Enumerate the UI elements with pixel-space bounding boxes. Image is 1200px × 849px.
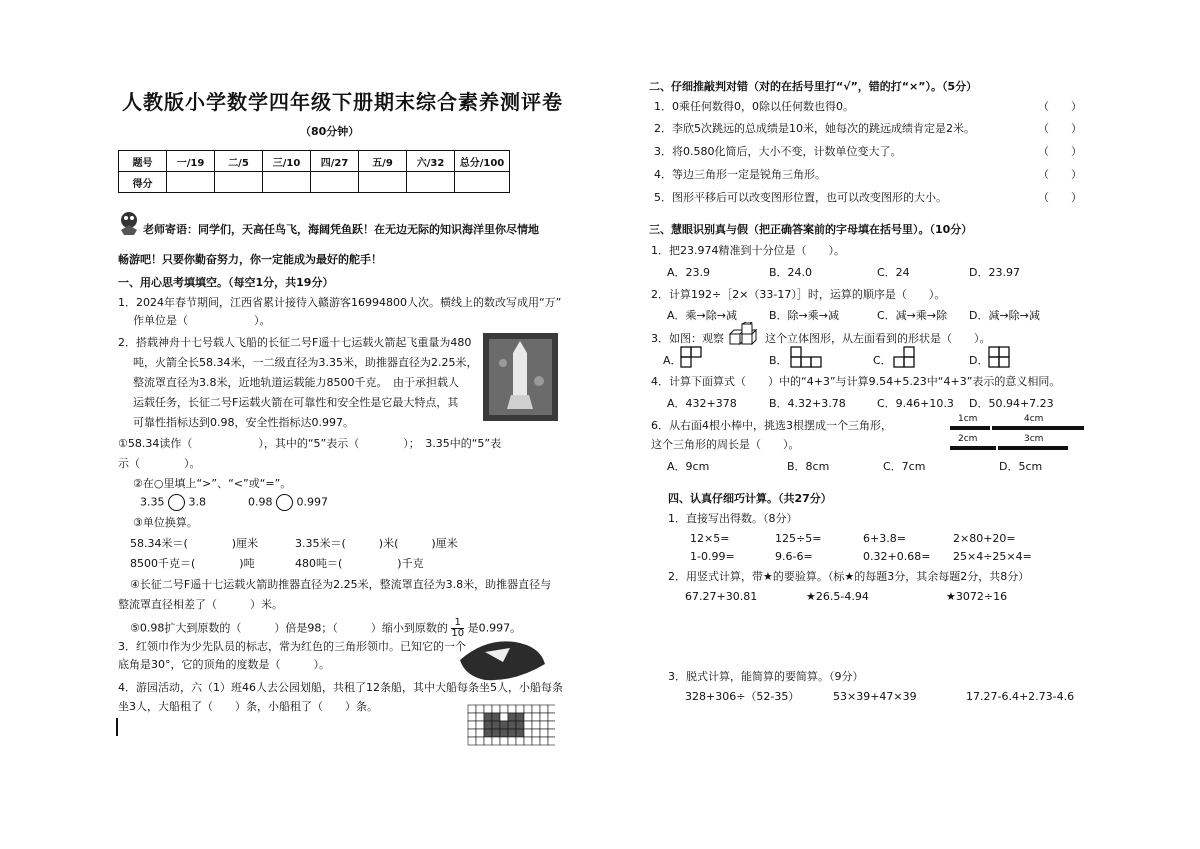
grid-cell	[492, 721, 500, 729]
score-header-row	[119, 151, 510, 172]
section3-heading: 三、慧眼识别真与假（把正确答案前的字母填在括号里）。（10分）	[649, 223, 973, 236]
expression-item: 328+306÷（52-35）	[685, 690, 800, 703]
conversion-3: 8500千克＝( )吨	[130, 557, 255, 570]
conversion-4: 480吨＝( )千克	[295, 557, 424, 570]
answer-paren[interactable]: （ ）	[1038, 100, 1082, 113]
score-value-row	[119, 172, 510, 193]
grid-cell	[532, 705, 540, 713]
teacher-message-line1: 老师寄语：同学们，天高任鸟飞，海阔凭鱼跃！在无边无际的知识海洋里你尽情地	[143, 223, 539, 236]
section1-heading: 一、用心思考填填空。（每空1分，共19分）	[118, 276, 334, 289]
grid-cell	[484, 737, 492, 745]
score-cell[interactable]	[455, 172, 510, 193]
option: A．乘→除→减	[667, 309, 737, 322]
grid-cell	[540, 713, 548, 721]
option: B．24.0	[769, 266, 813, 279]
grid-cell	[484, 721, 492, 729]
grid-cell	[524, 705, 532, 713]
grid-cell	[468, 737, 476, 745]
grid-cell	[508, 713, 516, 721]
grid-cell	[540, 729, 548, 737]
option: D．23.97	[969, 266, 1020, 279]
s1-q2-sub5-tail: 是0.997。	[467, 621, 522, 635]
grid-cell	[516, 705, 524, 713]
stick-2cm	[950, 446, 996, 450]
view-option-d-figure	[988, 346, 1010, 368]
calc-item: 25×4÷25×4=	[953, 550, 1032, 563]
grid-cell	[548, 705, 555, 713]
view-option-a-figure	[680, 346, 702, 368]
grid-cell	[524, 713, 532, 721]
s1-q4-line2: 坐3人，大船租了（ ）条，小船租了（ ）条。	[118, 700, 378, 713]
view-option-c-figure	[893, 346, 915, 368]
grid-cell	[516, 721, 524, 729]
grid-cell	[548, 729, 555, 737]
grid-cell	[548, 737, 555, 745]
expression-item: 17.27-6.4+2.73-4.6	[966, 690, 1075, 703]
conversion-2: 3.35米＝( )米( )厘米	[295, 537, 458, 550]
stick-label: 1cm	[958, 414, 978, 424]
grid-cell	[524, 737, 532, 745]
grid-cell	[492, 705, 500, 713]
cube-solid-figure	[728, 322, 762, 348]
teacher-message-line2: 畅游吧！只要你勤奋努力，你一定能成为最好的舵手！	[118, 253, 382, 266]
s2-item-5: 5．图形平移后可以改变图形位置，也可以改变图形的大小。	[654, 191, 947, 204]
grid-cell	[524, 729, 532, 737]
margin-mark	[116, 718, 118, 736]
vertical-calc-item: ★26.5-4.94	[806, 590, 869, 603]
calc-item: 12×5=	[690, 532, 730, 545]
calc-item: 6+3.8=	[863, 532, 906, 545]
section2-heading: 二、仔细推敲判对错（对的在括号里打“√”，错的打“×”）。（5分）	[649, 80, 978, 93]
page-title: 人教版小学数学四年级下册期末综合素养测评卷	[122, 90, 563, 114]
grid-cell	[532, 729, 540, 737]
s4-part3-heading: 3．脱式计算，能简算的要简算。（9分）	[668, 670, 864, 683]
s2-item-4: 4．等边三角形一定是锐角三角形。	[654, 168, 826, 181]
grid-cell	[516, 729, 524, 737]
fraction-numerator: 1	[451, 618, 464, 629]
s1-q2-line1: 2．搭载神舟十七号载人飞船的长征二号F遥十七运载火箭起飞重量为480	[118, 336, 472, 349]
grid-cell	[548, 721, 555, 729]
expression-item: 53×39+47×39	[833, 690, 917, 703]
stick-1cm	[950, 426, 990, 430]
compare-circle[interactable]	[276, 494, 293, 511]
s3-q6-line1: 6．从右面4根小棒中，挑选3根摆成一个三角形，	[651, 419, 892, 432]
grid-cell	[484, 705, 492, 713]
grid-cell	[516, 713, 524, 721]
s1-q2-sub1-line1: ①58.34读作（ ），其中的“5”表示（ ）； 3.35中的“5”表	[118, 437, 502, 450]
grid-cell	[500, 713, 508, 721]
compare-2-left: 0.98	[248, 495, 273, 509]
grid-cell	[492, 713, 500, 721]
calc-item: 9.6-6=	[775, 550, 813, 563]
s1-q3-line1: 3．红领巾作为少先队员的标志，常为红色的三角形领巾。已知它的一个	[118, 640, 466, 653]
s1-q2-line3: 整流罩直径为3.8米，近地轨道运载能力8500千克。 由于承担载人	[133, 376, 459, 389]
option: A．	[663, 354, 682, 367]
s2-item-1: 1．0乘任何数得0，0除以任何数也得0。	[654, 100, 854, 113]
score-table	[118, 150, 510, 193]
option: C．9.46+10.3	[877, 397, 954, 410]
calc-item: 1-0.99=	[690, 550, 735, 563]
grid-cell	[468, 713, 476, 721]
grid-cell	[500, 729, 508, 737]
score-header-cell: 二/5	[215, 151, 263, 172]
grid-cell	[500, 737, 508, 745]
grid-cell	[508, 729, 516, 737]
grid-cell	[508, 737, 516, 745]
compare-2-right: 0.997	[296, 495, 328, 509]
compare-1-left: 3.35	[140, 495, 165, 509]
s3-q3-start: 3．如图：观察	[651, 332, 724, 345]
option: D．	[969, 354, 989, 367]
score-header-cell: 四/27	[311, 151, 359, 172]
grid-cell	[492, 737, 500, 745]
score-header-cell: 三/10	[263, 151, 311, 172]
score-cell[interactable]	[311, 172, 359, 193]
calc-item: 2×80+20=	[953, 532, 1016, 545]
compare-2	[248, 494, 328, 511]
score-header-cell: 一/19	[167, 151, 215, 172]
s1-q2-sub1-line2: 示（ ）。	[118, 457, 201, 470]
option: B．4.32+3.78	[769, 397, 846, 410]
s1-q2-sub2: ②在○里填上“>”、“<”或“=”。	[133, 477, 292, 490]
grid-cell	[476, 713, 484, 721]
s1-q2-sub5-text: ⑤0.98扩大到原数的（ ）倍是98；（ ）缩小到原数的	[130, 621, 448, 635]
score-header-cell: 总分/100	[455, 151, 510, 172]
option: B．	[769, 354, 788, 367]
option: D．50.94+7.23	[969, 397, 1054, 410]
stick-label: 2cm	[958, 434, 978, 444]
s1-q1-line1: 1．2024年春节期间，江西省累计接待入赣游客16994800人次。横线上的数改写成用“万”	[118, 296, 562, 309]
grid-cell	[500, 721, 508, 729]
s1-q2-sub4-line1: ④长征二号F遥十七运载火箭助推器直径为2.25米，整流罩直径为3.8米，助推器直径与	[130, 578, 552, 591]
option: A．23.9	[667, 266, 711, 279]
option: B．8cm	[787, 460, 830, 473]
s4-part1-heading: 1．直接写出得数。（8分）	[668, 512, 798, 525]
option: C．	[873, 354, 892, 367]
grid-cell	[484, 729, 492, 737]
score-row-label: 得分	[119, 172, 167, 193]
s2-item-2: 2．李欣5次跳远的总成绩是10米，她每次的跳远成绩肯定是2米。	[654, 122, 975, 135]
s3-q1: 1．把23.974精准到十分位是（ ）。	[651, 244, 845, 257]
s1-q3-line2: 底角是30°，它的顶角的度数是（ ）。	[118, 658, 330, 671]
compare-circle[interactable]	[168, 494, 185, 511]
stick-figure	[950, 412, 1044, 444]
score-header-cell: 题号	[119, 151, 167, 172]
score-header-cell: 六/32	[407, 151, 455, 172]
s1-q2-sub3: ③单位换算。	[133, 516, 198, 529]
answer-paren[interactable]: （ ）	[1038, 122, 1082, 135]
s1-q2-line2: 吨，火箭全长58.34米，一二级直径为3.35米，助推器直径为2.25米，	[133, 356, 478, 369]
stick-4cm	[992, 426, 1084, 430]
s2-item-3: 3．将0.580化简后，大小不变，计数单位变大了。	[654, 145, 902, 158]
rocket-launch-image	[483, 333, 558, 421]
s4-part2-heading: 2．用竖式计算，带★的要验算。（标★的每题3分，其余每题2分，共8分）	[668, 570, 1030, 583]
grid-cell	[468, 729, 476, 737]
option: C．7cm	[883, 460, 926, 473]
score-cell[interactable]	[359, 172, 407, 193]
score-header-cell: 五/9	[359, 151, 407, 172]
fraction-denominator: 10	[451, 628, 465, 639]
grid-cell	[524, 721, 532, 729]
grid-cell	[476, 705, 484, 713]
grid-cell	[484, 713, 492, 721]
option: B．除→乘→减	[769, 309, 839, 322]
section4-heading: 四、认真仔细巧计算。（共27分）	[668, 492, 832, 505]
grid-cell	[500, 705, 508, 713]
answer-paren[interactable]: （ ）	[1038, 145, 1082, 158]
grid-cell	[532, 721, 540, 729]
stick-label: 3cm	[1024, 434, 1044, 444]
grid-cell	[548, 713, 555, 721]
s3-q3-end: 这个立体图形，从左面看到的形状是（ ）。	[765, 332, 991, 345]
grid-cell	[540, 721, 548, 729]
s1-q2-line5: 可靠性指标达到0.98，安全性指标达0.997。	[133, 416, 354, 429]
grid-cell	[476, 721, 484, 729]
s1-q2-sub4-line2: 整流罩直径相差了（ ）米。	[118, 598, 283, 611]
s3-q2: 2．计算192÷［2×（33-17）］时，运算的顺序是（ ）。	[651, 288, 946, 301]
calc-item: 125÷5=	[775, 532, 822, 545]
grid-cell	[492, 729, 500, 737]
vertical-calc-item: ★3072÷16	[946, 590, 1008, 603]
conversion-1: 58.34米＝( )厘米	[130, 537, 259, 550]
score-cell[interactable]	[407, 172, 455, 193]
answer-paren[interactable]: （ ）	[1038, 191, 1082, 204]
option: C．减→乘→除	[877, 309, 948, 322]
s1-q1-line2: 作单位是（ ）。	[133, 314, 271, 327]
grid-cell	[540, 737, 548, 745]
vertical-calc-item: 67.27+30.81	[685, 590, 758, 603]
option: A．432+378	[667, 397, 737, 410]
score-cell[interactable]	[263, 172, 311, 193]
option: D．减→除→减	[969, 309, 1040, 322]
score-cell[interactable]	[215, 172, 263, 193]
calc-item: 0.32+0.68=	[863, 550, 931, 563]
score-cell[interactable]	[167, 172, 215, 193]
grid-cell	[468, 721, 476, 729]
s3-q4: 4．计算下面算式（ ）中的“4+3”与计算9.54+5.23中“4+3”表示的意义相同。	[651, 375, 1061, 388]
teacher-mascot-icon	[116, 208, 142, 236]
grid-cell	[532, 713, 540, 721]
compare-1	[140, 494, 206, 511]
view-option-b-figure	[790, 346, 822, 368]
grid-cell	[508, 721, 516, 729]
grid-cell	[532, 737, 540, 745]
option: C．24	[877, 266, 910, 279]
answer-paren[interactable]: （ ）	[1038, 168, 1082, 181]
s3-q6-line2: 这个三角形的周长是（ ）。	[651, 438, 800, 451]
option: D．5cm	[999, 460, 1043, 473]
s1-q4-line1: 4．游园活动，六（1）班46人去公园划船，共租了12条船，其中大船每条坐5人，小船每条	[118, 681, 563, 694]
grid-cell	[468, 705, 476, 713]
grid-cell	[540, 705, 548, 713]
compare-1-right: 3.8	[188, 495, 206, 509]
grid-figure-image	[467, 704, 555, 748]
grid-cell	[476, 737, 484, 745]
stick-label: 4cm	[1024, 414, 1044, 424]
stick-3cm	[998, 446, 1068, 450]
grid-cell	[508, 705, 516, 713]
option: A．9cm	[667, 460, 710, 473]
grid-cell	[476, 729, 484, 737]
duration: （80分钟）	[300, 125, 360, 138]
s1-q2-line4: 运载任务，长征二号F运载火箭在可靠性和安全性是它最大特点，其	[133, 396, 459, 409]
grid-cell	[516, 737, 524, 745]
red-scarf-image	[455, 632, 550, 684]
